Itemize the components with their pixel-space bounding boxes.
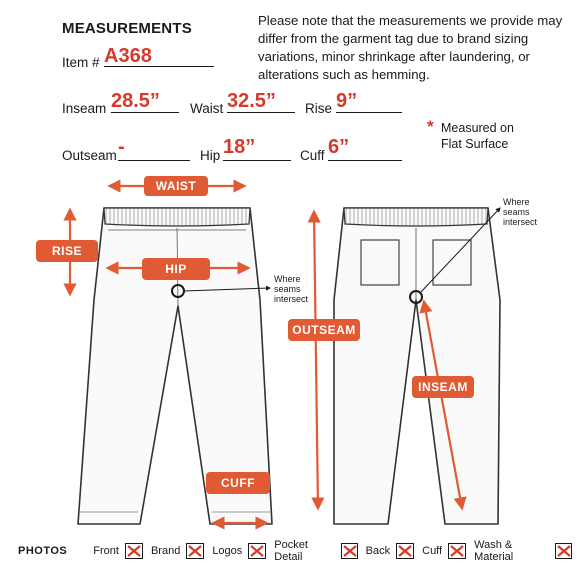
flat-surface-note: Measured on Flat Surface [441,121,514,151]
photos-title: PHOTOS [18,545,68,557]
back-pants [334,208,500,524]
hip-value: 18” [223,136,256,158]
photo-item-logos: Logos [212,543,266,559]
outseam-label: Outseam [62,148,117,163]
seams-note-back: Where seams intersect [503,197,538,227]
photos-row [18,540,580,562]
seams-note-front: Where seams intersect [274,274,309,304]
cuff-label: Cuff [300,148,325,163]
inseam-label: Inseam [62,101,107,116]
x-mark-icon [341,543,358,559]
x-mark-icon [396,543,414,559]
cuff-badge: CUFF [206,472,270,494]
disclaimer-note: Please note that the measurements we provide may differ from the garment tag due to brand sizing variations, minor shrinkage after laundering, or alterations such as hemming. [258,13,563,82]
cuff-value: 6” [328,136,350,158]
photo-item-back: Back [366,543,414,559]
inseam-badge: INSEAM [412,376,474,398]
item-label: Item # [62,55,100,70]
rise-badge: RISE [36,240,98,262]
hip-label: Hip [200,148,221,163]
x-mark-icon [448,543,466,559]
item-value: A368 [104,45,152,67]
page-title: MEASUREMENTS [62,20,192,37]
photo-item-wash-material: Wash & Material [474,539,572,563]
hip-badge: HIP [142,258,210,280]
rise-label: Rise [305,101,333,116]
photo-item-front: Front [93,543,143,559]
rise-value: 9” [336,90,358,112]
photo-item-pocket-detail: Pocket Detail [274,539,357,563]
photo-item-brand: Brand [151,543,204,559]
x-mark-icon [186,543,204,559]
inseam-value: 28.5” [111,90,160,112]
waist-badge: WAIST [144,176,208,196]
outseam-value: - [118,136,125,158]
asterisk-icon: * [427,117,434,136]
waist-label: Waist [190,101,224,116]
outseam-badge: OUTSEAM [288,319,360,341]
photo-item-cuff: Cuff [422,543,466,559]
x-mark-icon [248,543,266,559]
waist-value: 32.5” [227,90,276,112]
x-mark-icon [555,543,572,559]
x-mark-icon [125,543,143,559]
